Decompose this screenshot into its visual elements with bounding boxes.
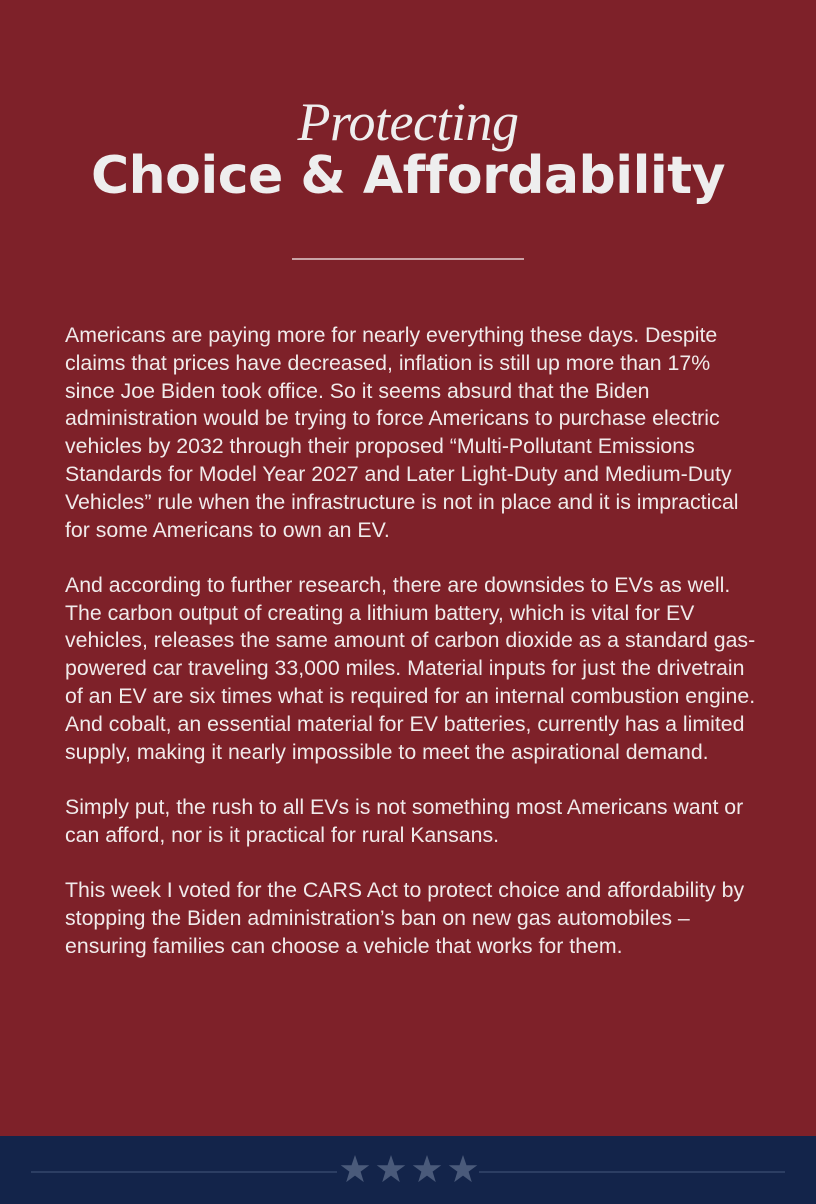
star-icon — [411, 1153, 443, 1185]
star-icon — [339, 1153, 371, 1185]
title-divider — [292, 258, 524, 260]
star-icon — [375, 1153, 407, 1185]
footer-band — [0, 1136, 816, 1204]
paragraph: This week I voted for the CARS Act to protect choice and affordability by stopping the Biden administration’s ban on new gas automobiles – ensuring families can choose a vehicle that works for them. — [65, 878, 745, 958]
paragraph: Americans are paying more for nearly everything these days. Despite claims that prices have decreased, inflation is still up more than 17% since Joe Biden took office. So it seems absurd that the Biden administration would be trying to force Americans to purchase electric vehicles by 2032 through their proposed “Multi-Pollutant Emissions Standards for Model Year 2027 and Later Light-Duty and Medium-Duty Vehicles” rule when the infrastructure is not in place and it is impractical for some Americans to own an EV. — [65, 323, 739, 542]
article-body — [65, 322, 765, 988]
stars-row — [339, 1153, 479, 1185]
page-title: Choice & Affordability — [91, 146, 725, 206]
star-icon — [447, 1153, 479, 1185]
footer-divider-right — [479, 1171, 785, 1173]
kicker-text: Protecting — [297, 92, 519, 152]
paragraph: Simply put, the rush to all EVs is not something most Americans want or can afford, nor is it practical for rural Kansans. — [65, 794, 744, 847]
header — [0, 92, 816, 204]
footer-divider-left — [31, 1171, 337, 1173]
paragraph: And according to further research, there are downsides to EVs as well. The carbon output of creating a lithium battery, which is vital for EV vehicles, releases the same amount of carbon dioxide as a standard gas-powered car traveling 33,000 miles. Material inputs for just the drivetrain of an EV are six times what is required for an internal combustion engine. And cobalt, an essential material for EV batteries, currently has a limited supply, making it nearly impossible to meet the aspirational demand. — [65, 572, 756, 764]
